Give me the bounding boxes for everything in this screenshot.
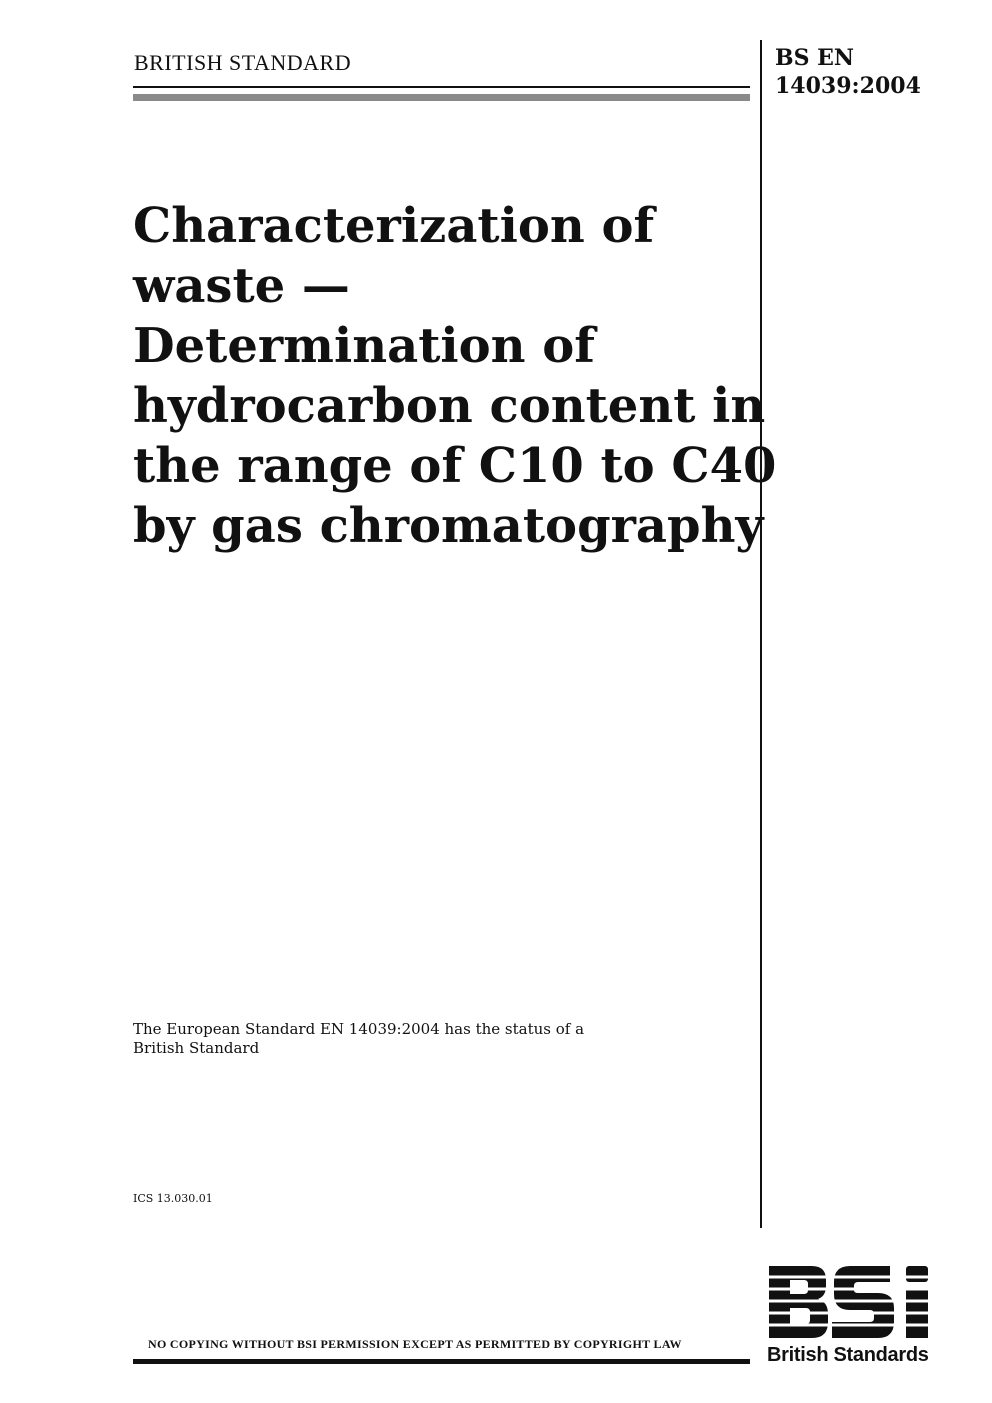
header-divider-thin bbox=[133, 86, 750, 88]
title-line: Determination of bbox=[133, 318, 595, 374]
document-title bbox=[133, 196, 777, 556]
standard-code-line-1: BS EN bbox=[775, 45, 855, 71]
title-line: the range of C10 to C40 bbox=[133, 438, 777, 494]
standard-code-line-2: 14039:2004 bbox=[775, 73, 921, 99]
footer-divider bbox=[133, 1359, 750, 1364]
status-line-1: The European Standard EN 14039:2004 has the status of a bbox=[133, 1020, 585, 1038]
logo-caption: British Standards bbox=[767, 1344, 929, 1366]
copyright-notice: NO COPYING WITHOUT BSI PERMISSION EXCEPT AS PERMITTED BY COPYRIGHT LAW bbox=[148, 1337, 682, 1351]
status-line-2: British Standard bbox=[133, 1039, 260, 1057]
title-line: by gas chromatography bbox=[133, 498, 764, 554]
title-line: waste — bbox=[133, 258, 350, 314]
title-line: Characterization of bbox=[133, 198, 655, 254]
status-statement bbox=[133, 1020, 693, 1058]
title-line: hydrocarbon content in bbox=[133, 378, 766, 434]
document-type-label: BRITISH STANDARD bbox=[134, 50, 352, 75]
ics-code: ICS 13.030.01 bbox=[133, 1192, 213, 1205]
header-divider-thick bbox=[133, 94, 750, 101]
standard-code bbox=[775, 44, 921, 100]
